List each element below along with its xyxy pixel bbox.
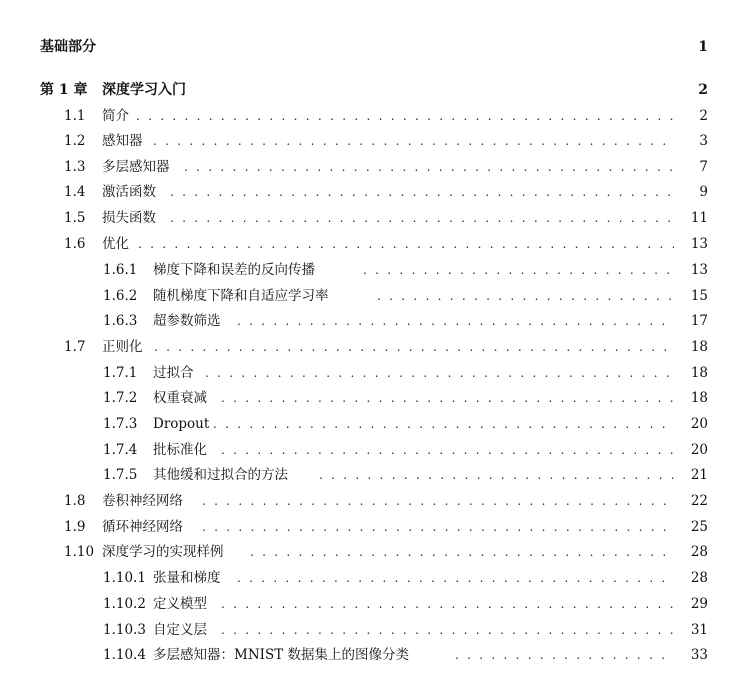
toc-entry-page: 2 — [699, 108, 708, 124]
toc-leader-dots — [213, 414, 674, 434]
toc-entry-page: 18 — [690, 365, 708, 381]
toc-entry-title: Dropout — [153, 416, 210, 432]
toc-entry-number: 1.4 — [64, 184, 86, 200]
toc-entry-title: 定义模型 — [153, 596, 207, 612]
toc-entry-number: 1.7.1 — [103, 365, 138, 381]
toc-entry-page: 13 — [690, 262, 708, 278]
toc-leader-dots — [455, 645, 674, 665]
toc-entry-page: 18 — [690, 390, 708, 406]
toc-entry[interactable] — [0, 337, 756, 357]
toc-entry-number: 1.10.3 — [103, 622, 146, 638]
toc-leader-dots — [154, 337, 674, 357]
toc-entry[interactable] — [0, 465, 756, 485]
toc-leader-dots — [202, 491, 674, 511]
toc-entry[interactable] — [0, 157, 756, 177]
toc-entry-number: 1.7.3 — [103, 416, 138, 432]
toc-entry-number: 1.10.1 — [103, 570, 146, 586]
toc-entry[interactable] — [0, 491, 756, 511]
toc-leader-dots — [363, 260, 674, 280]
toc-entry[interactable] — [0, 234, 756, 254]
toc-entry-number: 1.7.4 — [103, 442, 138, 458]
toc-entry-page: 11 — [690, 210, 708, 226]
toc-entry-number: 1.6.2 — [103, 288, 138, 304]
toc-entry[interactable] — [0, 182, 756, 202]
toc-entry-title: 过拟合 — [153, 365, 194, 381]
toc-entry-title: 损失函数 — [102, 210, 156, 226]
toc-entry-page: 28 — [690, 544, 708, 560]
toc-entry[interactable] — [0, 568, 756, 588]
toc-entry[interactable] — [0, 414, 756, 434]
toc-leader-dots — [202, 517, 674, 537]
toc-entry[interactable] — [0, 37, 756, 57]
toc-entry-title: 权重衰减 — [153, 390, 207, 406]
toc-leader-dots — [250, 542, 674, 562]
toc-entry-page: 22 — [690, 493, 708, 509]
toc-entry-title: 批标准化 — [153, 442, 207, 458]
toc-entry-title: 梯度下降和误差的反向传播 — [153, 262, 315, 278]
toc-entry-number: 1.3 — [64, 159, 86, 175]
toc-entry[interactable] — [0, 363, 756, 383]
toc-entry[interactable] — [0, 620, 756, 640]
toc-entry[interactable] — [0, 286, 756, 306]
toc-leader-dots — [170, 182, 674, 202]
toc-leader-dots — [153, 131, 674, 151]
toc-entry-title: 深度学习的实现样例 — [102, 544, 224, 560]
toc-leader-dots — [237, 568, 674, 588]
toc-entry-page: 1 — [698, 39, 708, 55]
toc-entry-title: 卷积神经网络 — [102, 493, 183, 509]
toc-entry-page: 7 — [699, 159, 708, 175]
toc-entry-number: 1.10 — [64, 544, 95, 560]
toc-entry-title: 张量和梯度 — [153, 570, 221, 586]
toc-entry-title: 简介 — [102, 108, 129, 124]
toc-entry-title: 多层感知器 — [102, 159, 170, 175]
toc-leader-dots — [184, 157, 674, 177]
toc-entry-page: 31 — [690, 622, 708, 638]
toc-entry-number: 1.6.3 — [103, 313, 138, 329]
toc-entry-page: 9 — [699, 184, 708, 200]
toc-leader-dots — [136, 106, 674, 126]
toc-entry-page: 28 — [690, 570, 708, 586]
toc-entry-page: 18 — [690, 339, 708, 355]
toc-leader-dots — [319, 465, 674, 485]
toc-leader-dots — [237, 311, 674, 331]
toc-entry-title: 正则化 — [102, 339, 143, 355]
toc-entry-page: 2 — [698, 82, 708, 98]
toc-entry-page: 29 — [690, 596, 708, 612]
toc-entry-number: 第 1 章 — [40, 82, 88, 98]
toc-leader-dots — [221, 594, 674, 614]
toc-leader-dots — [205, 363, 674, 383]
toc-entry-page: 20 — [690, 442, 708, 458]
toc-entry[interactable] — [0, 645, 756, 665]
toc-entry-number: 1.6 — [64, 236, 86, 252]
toc-entry[interactable] — [0, 106, 756, 126]
toc-entry-title: 激活函数 — [102, 184, 156, 200]
toc-entry[interactable] — [0, 440, 756, 460]
toc-entry-number: 1.8 — [64, 493, 86, 509]
toc-entry-number: 1.2 — [64, 133, 86, 149]
toc-entry[interactable] — [0, 260, 756, 280]
toc-entry[interactable] — [0, 517, 756, 537]
toc-entry-title: 深度学习入门 — [102, 82, 186, 98]
toc-entry[interactable] — [0, 208, 756, 228]
toc-entry[interactable] — [0, 542, 756, 562]
toc-leader-dots — [221, 440, 674, 460]
toc-entry-page: 3 — [699, 133, 708, 149]
toc-entry-page: 13 — [690, 236, 708, 252]
toc-entry-title: 随机梯度下降和自适应学习率 — [153, 288, 329, 304]
toc-entry-title: 超参数筛选 — [153, 313, 221, 329]
toc-entry[interactable] — [0, 388, 756, 408]
toc-entry-title: 其他缓和过拟合的方法 — [153, 467, 288, 483]
toc-entry-number: 1.10.4 — [103, 647, 146, 663]
toc-entry-page: 33 — [690, 647, 708, 663]
toc-entry-number: 1.5 — [64, 210, 86, 226]
toc-entry-page: 17 — [690, 313, 708, 329]
toc-entry-number: 1.1 — [64, 108, 86, 124]
toc-entry-number: 1.9 — [64, 519, 86, 535]
toc-entry-title: 感知器 — [102, 133, 143, 149]
toc-entry[interactable] — [0, 131, 756, 151]
toc-entry-title: 多层感知器：MNIST 数据集上的图像分类 — [153, 647, 410, 663]
toc-entry-page: 21 — [690, 467, 708, 483]
toc-entry-number: 1.7.5 — [103, 467, 138, 483]
toc-leader-dots — [221, 620, 674, 640]
toc-entry-page: 20 — [690, 416, 708, 432]
toc-entry-page: 25 — [690, 519, 708, 535]
toc-entry-title: 优化 — [102, 236, 129, 252]
toc-entry[interactable] — [0, 311, 756, 331]
toc-leader-dots — [138, 234, 674, 254]
toc-entry-title: 循环神经网络 — [102, 519, 183, 535]
toc-leader-dots — [377, 286, 674, 306]
toc-entry-number: 1.7.2 — [103, 390, 138, 406]
toc-entry-number: 1.10.2 — [103, 596, 146, 612]
toc-entry-number: 1.7 — [64, 339, 86, 355]
toc-entry-title: 自定义层 — [153, 622, 207, 638]
toc-leader-dots — [170, 208, 674, 228]
toc-entry[interactable] — [0, 80, 756, 100]
toc-entry[interactable] — [0, 594, 756, 614]
toc-leader-dots — [221, 388, 674, 408]
toc-entry-title: 基础部分 — [40, 39, 96, 55]
toc-entry-number: 1.6.1 — [103, 262, 138, 278]
toc-entry-page: 15 — [690, 288, 708, 304]
